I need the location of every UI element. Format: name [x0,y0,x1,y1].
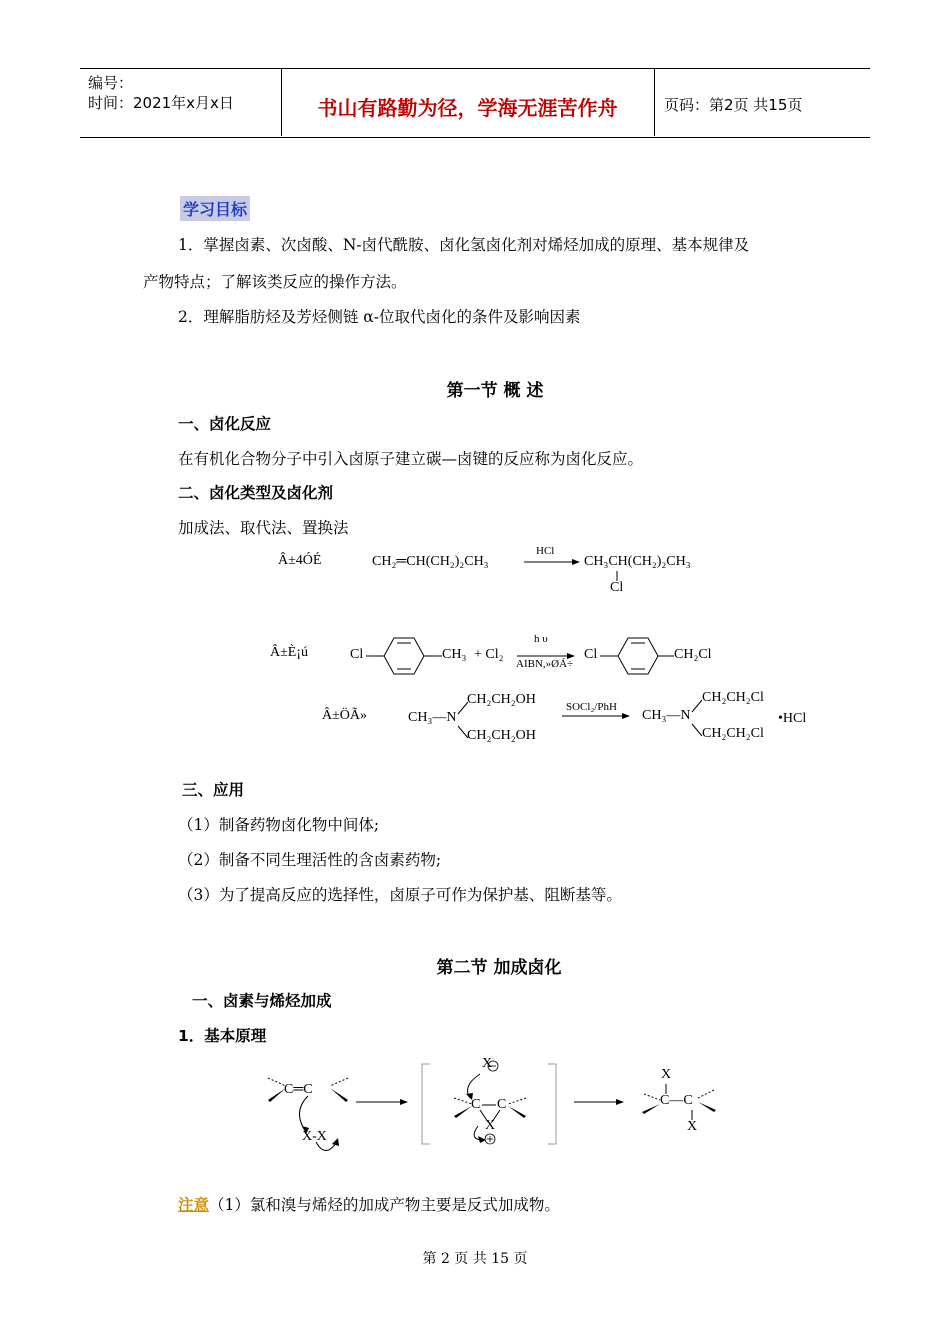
section-1-sub-3-title: 三、应用 [182,781,245,799]
reaction-2-product-right: CH₂Cl [674,647,712,662]
reaction-2-right-group: CH₃ [442,647,467,662]
section-1-sub-2-title: 二、卤化类型及卤化剂 [178,484,334,502]
goal-item-1-line-2: 产物特点；了解该类反应的操作方法。 [143,273,407,291]
application-item-2: （2）制备不同生理活性的含卤素药物; [178,851,442,869]
section-1-sub-1-text: 在有机化合物分子中引入卤原子建立碳—卤键的反应称为卤化反应。 [178,450,644,468]
reaction-2-reagent-top: h υ [534,633,548,645]
mechanism-halogen: X-X [302,1129,327,1144]
section-1-sub-2-text: 加成法、取代法、置换法 [178,519,349,537]
header-divider [654,68,655,136]
reaction-3-reagent: SOCl₂/PhH [566,701,617,713]
reaction-2-label: Â±È¡ú [270,645,309,660]
header-page-info: 页码：第2页 共15页 [664,96,803,114]
goals-title: 学习目标 [180,196,250,221]
reaction-2-reagent-bottom: AIBN,»ØÁ÷ [516,658,574,670]
section-2-title: 第二节 加成卤化 [436,958,562,978]
mechanism-alkene: C═C [284,1082,313,1097]
section-1-title: 第一节 概 述 [446,381,544,401]
reaction-3-reactant-left: CH₃—N [408,710,457,725]
reaction-3-product-top: CH₂CH₂Cl [702,690,764,705]
reaction-3-label: Â±ÖÃ» [322,708,368,723]
reaction-3-product-left: CH₃—N [642,708,691,723]
mechanism-product-top: X [661,1067,672,1082]
reaction-1-reagent: HCl [536,545,555,557]
application-item-3: （3）为了提高反应的选择性，卤原子可作为保护基、阻断基等。 [178,886,622,904]
reaction-1-product: CH₃CH(CH₂)₂CH₃ [584,554,691,569]
goal-item-2: 2．理解脂肪烃及芳烃侧链 α-位取代卤化的条件及影响因素 [178,308,581,326]
reaction-2-product-left: Cl [584,647,598,662]
reaction-2-left-group: Cl [350,647,364,662]
section-2-sub-1-title: 一、卤素与烯烃加成 [192,992,332,1010]
mechanism-product-bottom: X [687,1119,698,1134]
reaction-2-product-benzene-ring [598,630,678,682]
notice-label: 注意 [178,1196,210,1214]
reaction-2-plus-reagent: + Cl₂ [474,647,504,662]
reaction-3-product-bottom: CH₂CH₂Cl [702,726,764,741]
section-2-sub-1-1-title: 1．基本原理 [178,1027,267,1045]
goal-item-1-line-1: 1．掌握卤素、次卤酸、N-卤代酰胺、卤化氢卤化剂对烯烃加成的原理、基本规律及 [178,236,750,254]
mechanism-bridge-c1: C [471,1097,481,1112]
reaction-1-arrow [522,557,582,567]
mechanism-anion: X [482,1056,493,1071]
reaction-3-arrow [560,711,632,721]
mechanism-product-middle: C—C [660,1093,693,1108]
mechanism-bridge-c2: C [497,1097,507,1112]
reaction-3-salt: •HCl [778,711,807,726]
reaction-1-label: Â±4ÓÉ [278,553,322,568]
mechanism-bridge-x: X [485,1118,496,1133]
reaction-2-benzene-ring [364,630,444,682]
notice-text: （1）氯和溴与烯烃的加成产物主要是反式加成物。 [209,1196,560,1214]
application-item-1: （1）制备药物卤化物中间体; [178,816,380,834]
notice-line [178,1193,560,1215]
reaction-1-product-substituent: Cl [610,580,624,595]
page-footer: 第 2 页 共 15 页 [422,1251,528,1267]
header-number-label: 编号： [88,74,134,92]
section-1-sub-1-title: 一、卤化反应 [178,415,272,433]
reaction-1-reactant: CH₂═CH(CH₂)₂CH₃ [372,554,489,569]
reaction-3-reactant-bottom: CH₂CH₂OH [467,728,536,743]
header-time-label: 时间：2021年x月x日 [88,94,234,112]
reaction-3-reactant-top: CH₂CH₂OH [467,692,536,707]
header-motto: 书山有路勤为径，学海无涯苦作舟 [317,96,618,120]
